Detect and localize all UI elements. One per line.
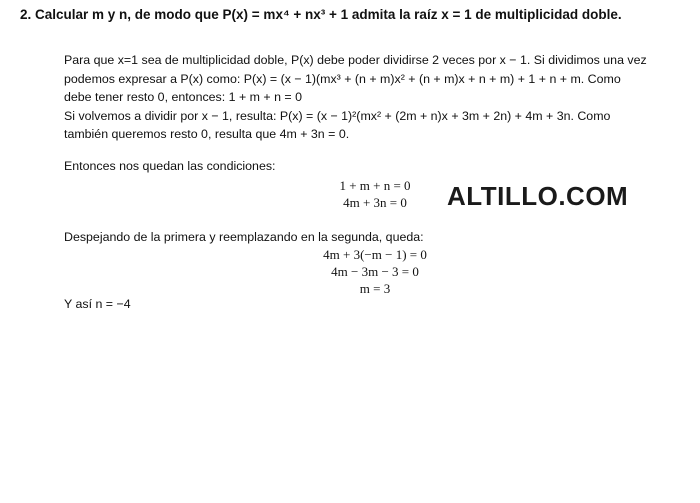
altillo-logo: ALTILLO.COM — [447, 181, 629, 211]
explanation-paragraph — [64, 51, 684, 144]
substitution-steps — [300, 246, 450, 297]
condition-equation: 4m + 3n = 0 — [343, 195, 407, 210]
substitution-step: 4m − 3m − 3 = 0 — [331, 264, 419, 279]
condition-equation: 1 + m + n = 0 — [339, 178, 411, 193]
conclusion: Y así n = −4 — [64, 297, 131, 311]
explanation-line-1: Para que x=1 sea de multiplicidad doble, P(x) debe poder dividirse 2 veces por x − 1. Si dividimos una vez — [64, 53, 647, 67]
conditions-system — [320, 177, 430, 211]
explanation-line-2: podemos expresar a P(x) como: P(x) = (x − 1)(mx³ + (n + m)x² + (n + m)x + n + m) + 1 + n + m. Como — [64, 71, 621, 86]
explanation-line-3: debe tener resto 0, entonces: 1 + m + n = 0 — [64, 90, 302, 104]
conditions-intro: Entonces nos quedan las condiciones: — [64, 159, 276, 173]
substitution-step: 4m + 3(−m − 1) = 0 — [323, 247, 427, 262]
substitution-intro: Despejando de la primera y reemplazando en la segunda, queda: — [64, 230, 424, 244]
problem-title: 2. Calcular m y n, de modo que P(x) = mx⁴ + nx³ + 1 admita la raíz x = 1 de multiplicidad doble. — [20, 7, 622, 22]
explanation-line-5: también queremos resto 0, resulta que 4m + 3n = 0. — [64, 127, 350, 141]
substitution-step: m = 3 — [359, 281, 391, 296]
explanation-line-4: Si volvemos a dividir por x − 1, resulta: P(x) = (x − 1)²(mx² + (2m + n)x + 3m + 2n) + 4m + 3n. Como — [64, 108, 611, 123]
